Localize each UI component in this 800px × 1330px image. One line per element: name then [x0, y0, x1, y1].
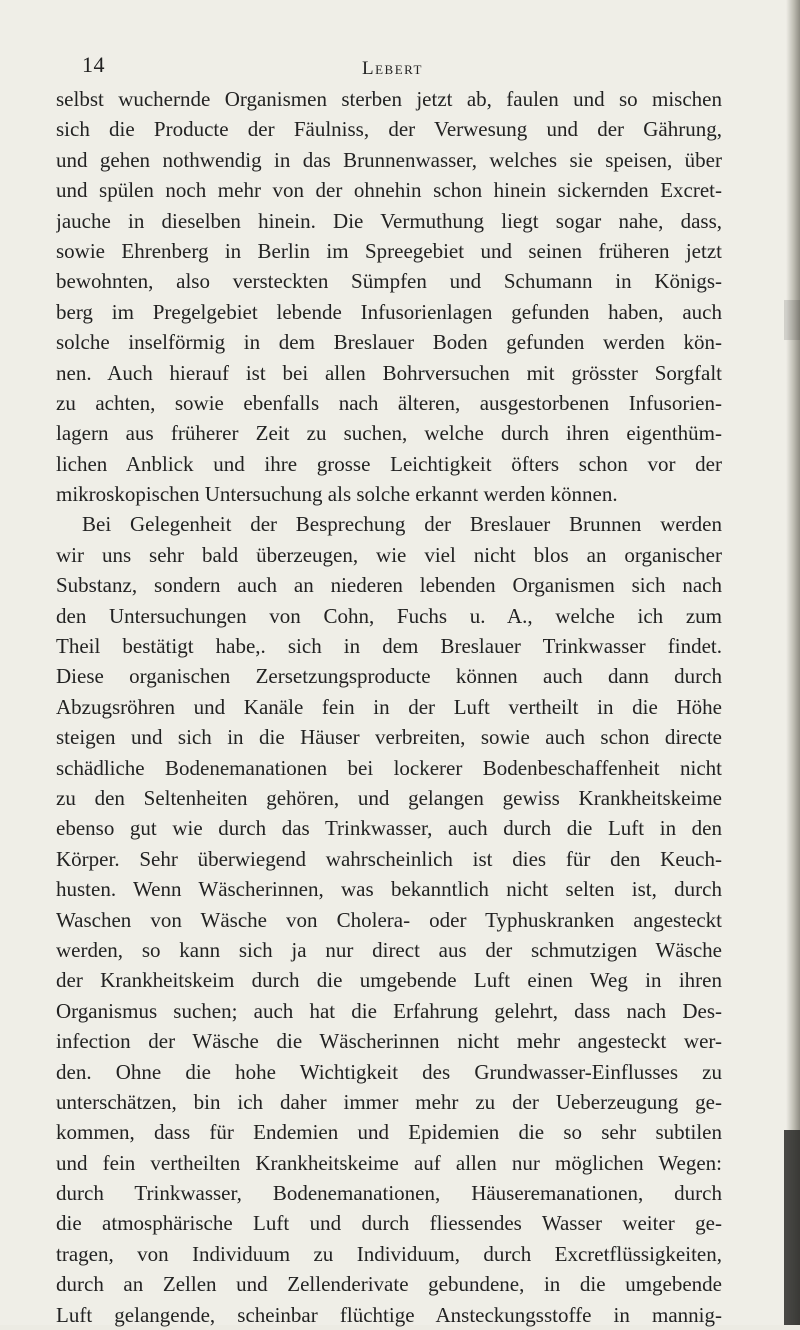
text-line: Substanz, sondern auch an niederen lebenden Organismen sich nach [56, 573, 722, 598]
text-line: lagern aus früherer Zeit zu suchen, welche durch ihren eigenthüm- [56, 421, 722, 446]
body-text [56, 84, 722, 1330]
text-line: kommen, dass für Endemien und Epidemien die so sehr subtilen [56, 1120, 722, 1145]
text-line: schädliche Bodenemanationen bei lockerer Bodenbeschaffenheit nicht [56, 755, 722, 780]
page-edge-mark [784, 1130, 800, 1325]
page-header [82, 52, 722, 82]
page-number: 14 [82, 52, 105, 77]
text-line: Diese organischen Zersetzungsproducte können auch dann durch [56, 664, 722, 689]
text-line: Waschen von Wäsche von Cholera- oder Typhuskranken angesteckt [56, 907, 722, 932]
text-line: selbst wuchernde Organismen sterben jetzt ab, faulen und so mischen [56, 87, 722, 111]
text-line: husten. Wenn Wäscherinnen, was bekanntlich nicht selten ist, durch [56, 877, 722, 902]
running-head: Lebert [362, 58, 423, 79]
text-line: zu den Seltenheiten gehören, und gelangen gewiss Krankheitskeime [56, 785, 722, 810]
text-line: sich die Producte der Fäulniss, der Verwesung und der Gährung, [56, 117, 722, 142]
text-line: und gehen nothwendig in das Brunnenwasser, welches sie speisen, über [56, 147, 722, 172]
text-line: infection der Wäsche die Wäscherinnen nicht mehr angesteckt wer- [56, 1029, 722, 1054]
text-line: zu achten, sowie ebenfalls nach älteren, ausgestorbenen Infusorien- [56, 390, 722, 415]
text-line: durch an Zellen und Zellenderivate gebundene, in die umgebende [56, 1272, 722, 1297]
text-line: tragen, von Individuum zu Individuum, durch Excretflüssigkeiten, [56, 1241, 722, 1266]
text-line: solche inselförmig in dem Breslauer Boden gefunden werden kön- [56, 330, 722, 355]
text-line: unterschätzen, bin ich daher immer mehr zu der Ueberzeugung ge- [56, 1089, 722, 1114]
text-line: ebenso gut wie durch das Trinkwasser, auch durch die Luft in den [56, 816, 722, 841]
text-line: Luft gelangende, scheinbar flüchtige Ansteckungsstoffe in mannig- [56, 1302, 722, 1327]
text-line: und fein vertheilten Krankheitskeime auf allen nur möglichen Wegen: [56, 1150, 722, 1175]
text-line: Organismus suchen; auch hat die Erfahrung gelehrt, dass nach Des- [56, 998, 722, 1023]
text-line: sowie Ehrenberg in Berlin im Spreegebiet und seinen früheren jetzt [56, 238, 722, 263]
page-edge-shadow [786, 0, 800, 1325]
text-line: wir uns sehr bald überzeugen, wie viel nicht blos an organischer [56, 542, 722, 567]
text-line: die atmosphärische Luft und durch fliessendes Wasser weiter ge- [56, 1211, 722, 1236]
text-line: jauche in dieselben hinein. Die Vermuthung liegt sogar nahe, dass, [56, 208, 722, 233]
text-line: Abzugsröhren und Kanäle fein in der Luft vertheilt in die Höhe [56, 694, 722, 719]
text-line: mikroskopischen Untersuchung als solche erkannt werden können. [56, 482, 618, 507]
text-line: Körper. Sehr überwiegend wahrscheinlich ist dies für den Keuch- [56, 846, 722, 871]
text-line: den. Ohne die hohe Wichtigkeit des Grundwasser-Einflusses zu [56, 1059, 722, 1084]
text-line: lichen Anblick und ihre grosse Leichtigkeit öfters schon vor der [56, 451, 722, 476]
text-line: durch Trinkwasser, Bodenemanationen, Häuseremanationen, durch [56, 1181, 722, 1206]
text-line: der Krankheitskeim durch die umgebende Luft einen Weg in ihren [56, 968, 722, 993]
text-line: nen. Auch hierauf ist bei allen Bohrversuchen mit grösster Sorgfalt [56, 360, 722, 385]
text-line: berg im Pregelgebiet lebende Infusorienlagen gefunden haben, auch [56, 299, 722, 324]
text-line: Bei Gelegenheit der Besprechung der Breslauer Brunnen werden [82, 512, 722, 537]
text-line: bewohnten, also versteckten Sümpfen und Schumann in Königs- [56, 269, 722, 294]
text-line: und spülen noch mehr von der ohnehin schon hinein sickernden Excret- [56, 178, 722, 203]
page-edge-mark [784, 300, 800, 340]
text-line: Theil bestätigt habe,. sich in dem Breslauer Trinkwasser findet. [56, 634, 722, 659]
text-line: den Untersuchungen von Cohn, Fuchs u. A., welche ich zum [56, 603, 722, 628]
text-line: werden, so kann sich ja nur direct aus der schmutzigen Wäsche [56, 937, 722, 962]
text-line: steigen und sich in die Häuser verbreiten, sowie auch schon directe [56, 725, 722, 750]
